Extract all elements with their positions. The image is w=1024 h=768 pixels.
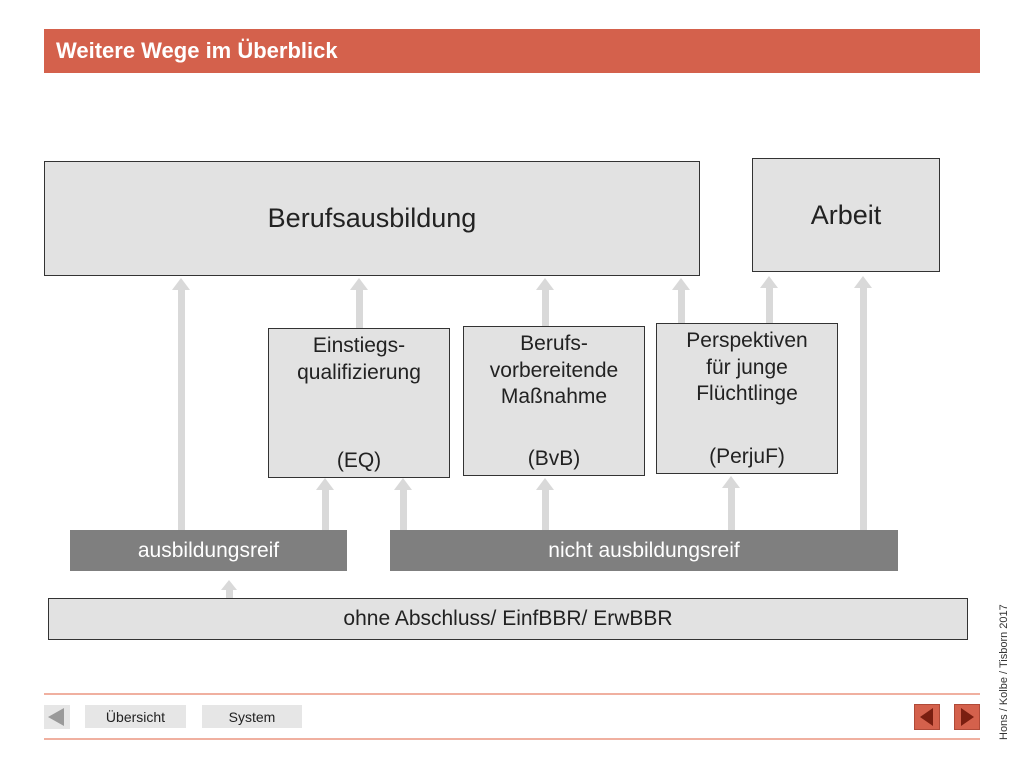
bvb-box [463, 326, 645, 476]
footer-divider-top [44, 693, 980, 695]
arrow-head [672, 278, 690, 290]
footer-divider-bottom [44, 738, 980, 740]
eq-box [268, 328, 450, 478]
arrow-shaft [542, 490, 549, 530]
bvb-abbr: (BvB) [527, 447, 581, 471]
ausbildungsreif-bar: ausbildungsreif [70, 530, 347, 571]
prev-slide-icon[interactable] [914, 704, 940, 730]
arrow-head [854, 276, 872, 288]
arrow-shaft [400, 490, 407, 530]
arrow-head [536, 278, 554, 290]
arrow-shaft [356, 290, 363, 328]
perjuf-line1: Perspektiven [686, 329, 808, 352]
arrow-shaft [178, 290, 185, 530]
next-slide-icon[interactable] [954, 704, 980, 730]
perjuf-line2: für junge [706, 355, 788, 379]
arrow-head [760, 276, 778, 288]
bvb-line3: Maßnahme [500, 385, 608, 409]
berufsausbildung-label: Berufsausbildung [267, 203, 477, 233]
bvb-line1: Berufs- [520, 332, 588, 355]
arrow-shaft [542, 290, 549, 326]
arrow-head [350, 278, 368, 290]
nicht-ausbildungsreif-bar: nicht ausbildungsreif [390, 530, 898, 571]
arrow-head [316, 478, 334, 490]
eq-line2: qualifizierung [297, 360, 421, 384]
arrow-shaft [728, 488, 735, 530]
arbeit-box [752, 158, 940, 272]
base-box: ohne Abschluss/ EinfBBR/ ErwBBR [48, 598, 968, 640]
eq-title [297, 333, 421, 386]
arrow-head [536, 478, 554, 490]
home-prev-icon[interactable] [44, 705, 70, 729]
perjuf-box [656, 323, 838, 474]
page-title: Weitere Wege im Überblick [44, 29, 980, 73]
arrow-shaft [678, 290, 685, 324]
arrow-head [722, 476, 740, 488]
arrow-head [394, 478, 412, 490]
arrow-shaft [766, 288, 773, 324]
eq-abbr: (EQ) [336, 449, 382, 473]
perjuf-line3: Flüchtlinge [696, 382, 798, 406]
perjuf-title [686, 328, 807, 408]
arrow-head [172, 278, 190, 290]
arbeit-label: Arbeit [810, 199, 882, 230]
bvb-title [490, 331, 618, 411]
credit-text: Hons / Kolbe / Tisborn 2017 [998, 604, 1010, 740]
system-button[interactable]: System [202, 705, 302, 728]
bvb-line2: vorbereitende [489, 358, 619, 382]
uebersicht-button[interactable]: Übersicht [85, 705, 186, 728]
eq-line1: Einstiegs- [312, 334, 406, 357]
arrow-head [221, 580, 237, 590]
berufsausbildung-box [44, 161, 700, 276]
arrow-shaft [322, 490, 329, 530]
arrow-shaft [860, 288, 867, 530]
perjuf-abbr: (PerjuF) [709, 445, 785, 469]
